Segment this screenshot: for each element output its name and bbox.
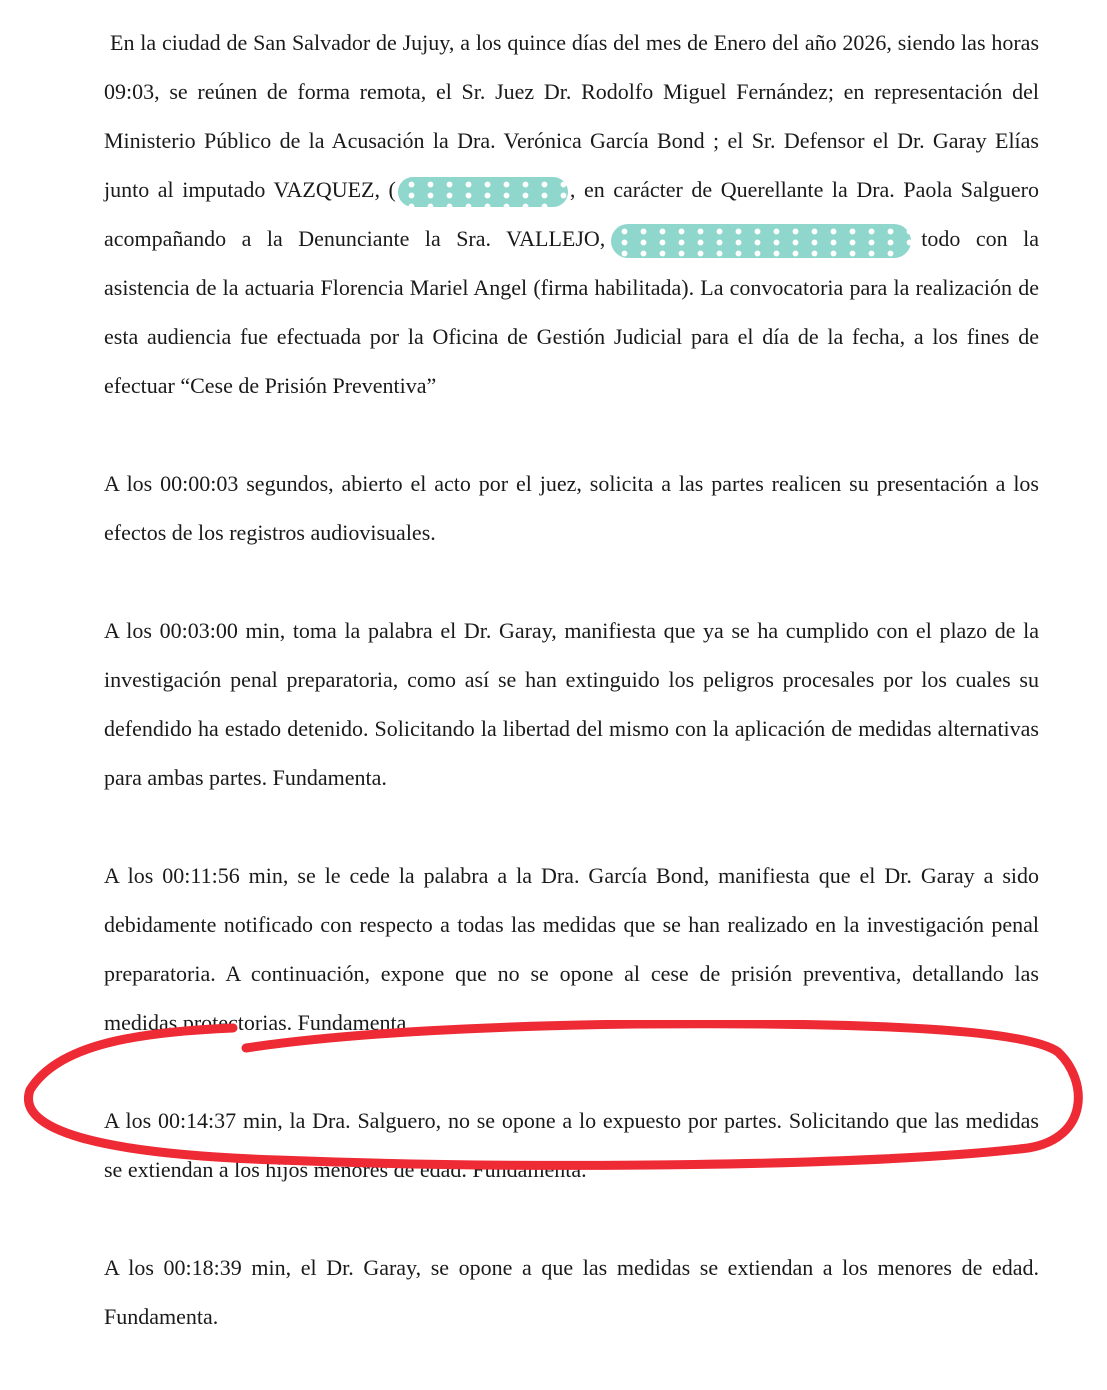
intro-text-part2: , en carácter de Querellante la Dra. Paola Salguero acompañando a la Denunciante la Sra. VALLEJO, bbox=[104, 177, 1039, 251]
redacted-id-denunciante bbox=[611, 224, 911, 258]
paragraph-presentacion: A los 00:00:03 segundos, abierto el acto por el juez, solicita a las partes realicen su presentación a los efectos de los registros audiovisuales. bbox=[104, 471, 1039, 545]
paragraph-defensa-replica: A los 00:18:39 min, el Dr. Garay, se opone a que las medidas se extiendan a los menores de edad. Fundamenta. bbox=[104, 1255, 1039, 1329]
paragraph-defensa: A los 00:03:00 min, toma la palabra el Dr. Garay, manifiesta que ya se ha cumplido con el plazo de la investigación penal preparatoria, como así se han extinguido los peligros procesales por los cuales su defendido ha estado detenido. Solicitando la libertad del mismo con la aplicación de medidas alternativas para ambas partes. Fundamenta. bbox=[104, 618, 1039, 790]
redacted-id-imputado bbox=[398, 177, 568, 207]
intro-paragraph bbox=[104, 18, 1039, 410]
paragraph-querella-highlighted: A los 00:14:37 min, la Dra. Salguero, no se opone a lo expuesto por partes. Solicitando que las medidas se extiendan a los hijos menores de edad. Fundamenta. bbox=[104, 1108, 1039, 1182]
document-page bbox=[104, 18, 1039, 1390]
intro-text-part1: En la ciudad de San Salvador de Jujuy, a los quince días del mes de Enero del año 2026, siendo las horas 09:03, se reúnen de forma remota, el Sr. Juez Dr. Rodolfo Miguel Fernández; en representación del Ministerio Público de la Acusación la Dra. Verónica García Bond ; el Sr. Defensor el Dr. Garay Elías junto al imputado VAZQUEZ, ( bbox=[104, 30, 1039, 202]
intro-text-part3: todo con la asistencia de la actuaria Florencia Mariel Angel (firma habilitada). La convocatoria para la realización de esta audiencia fue efectuada por la Oficina de Gestión Judicial para el día de la fecha, a los fines de efectuar “Cese de Prisión Preventiva” bbox=[104, 226, 1039, 398]
paragraph-fiscalia: A los 00:11:56 min, se le cede la palabra a la Dra. García Bond, manifiesta que el Dr. Garay a sido debidamente notificado con respecto a todas las medidas que se han realizado en la investigación penal preparatoria. A continuación, expone que no se opone al cese de prisión preventiva, detallando las medidas protectorias. Fundamenta. bbox=[104, 863, 1039, 1035]
